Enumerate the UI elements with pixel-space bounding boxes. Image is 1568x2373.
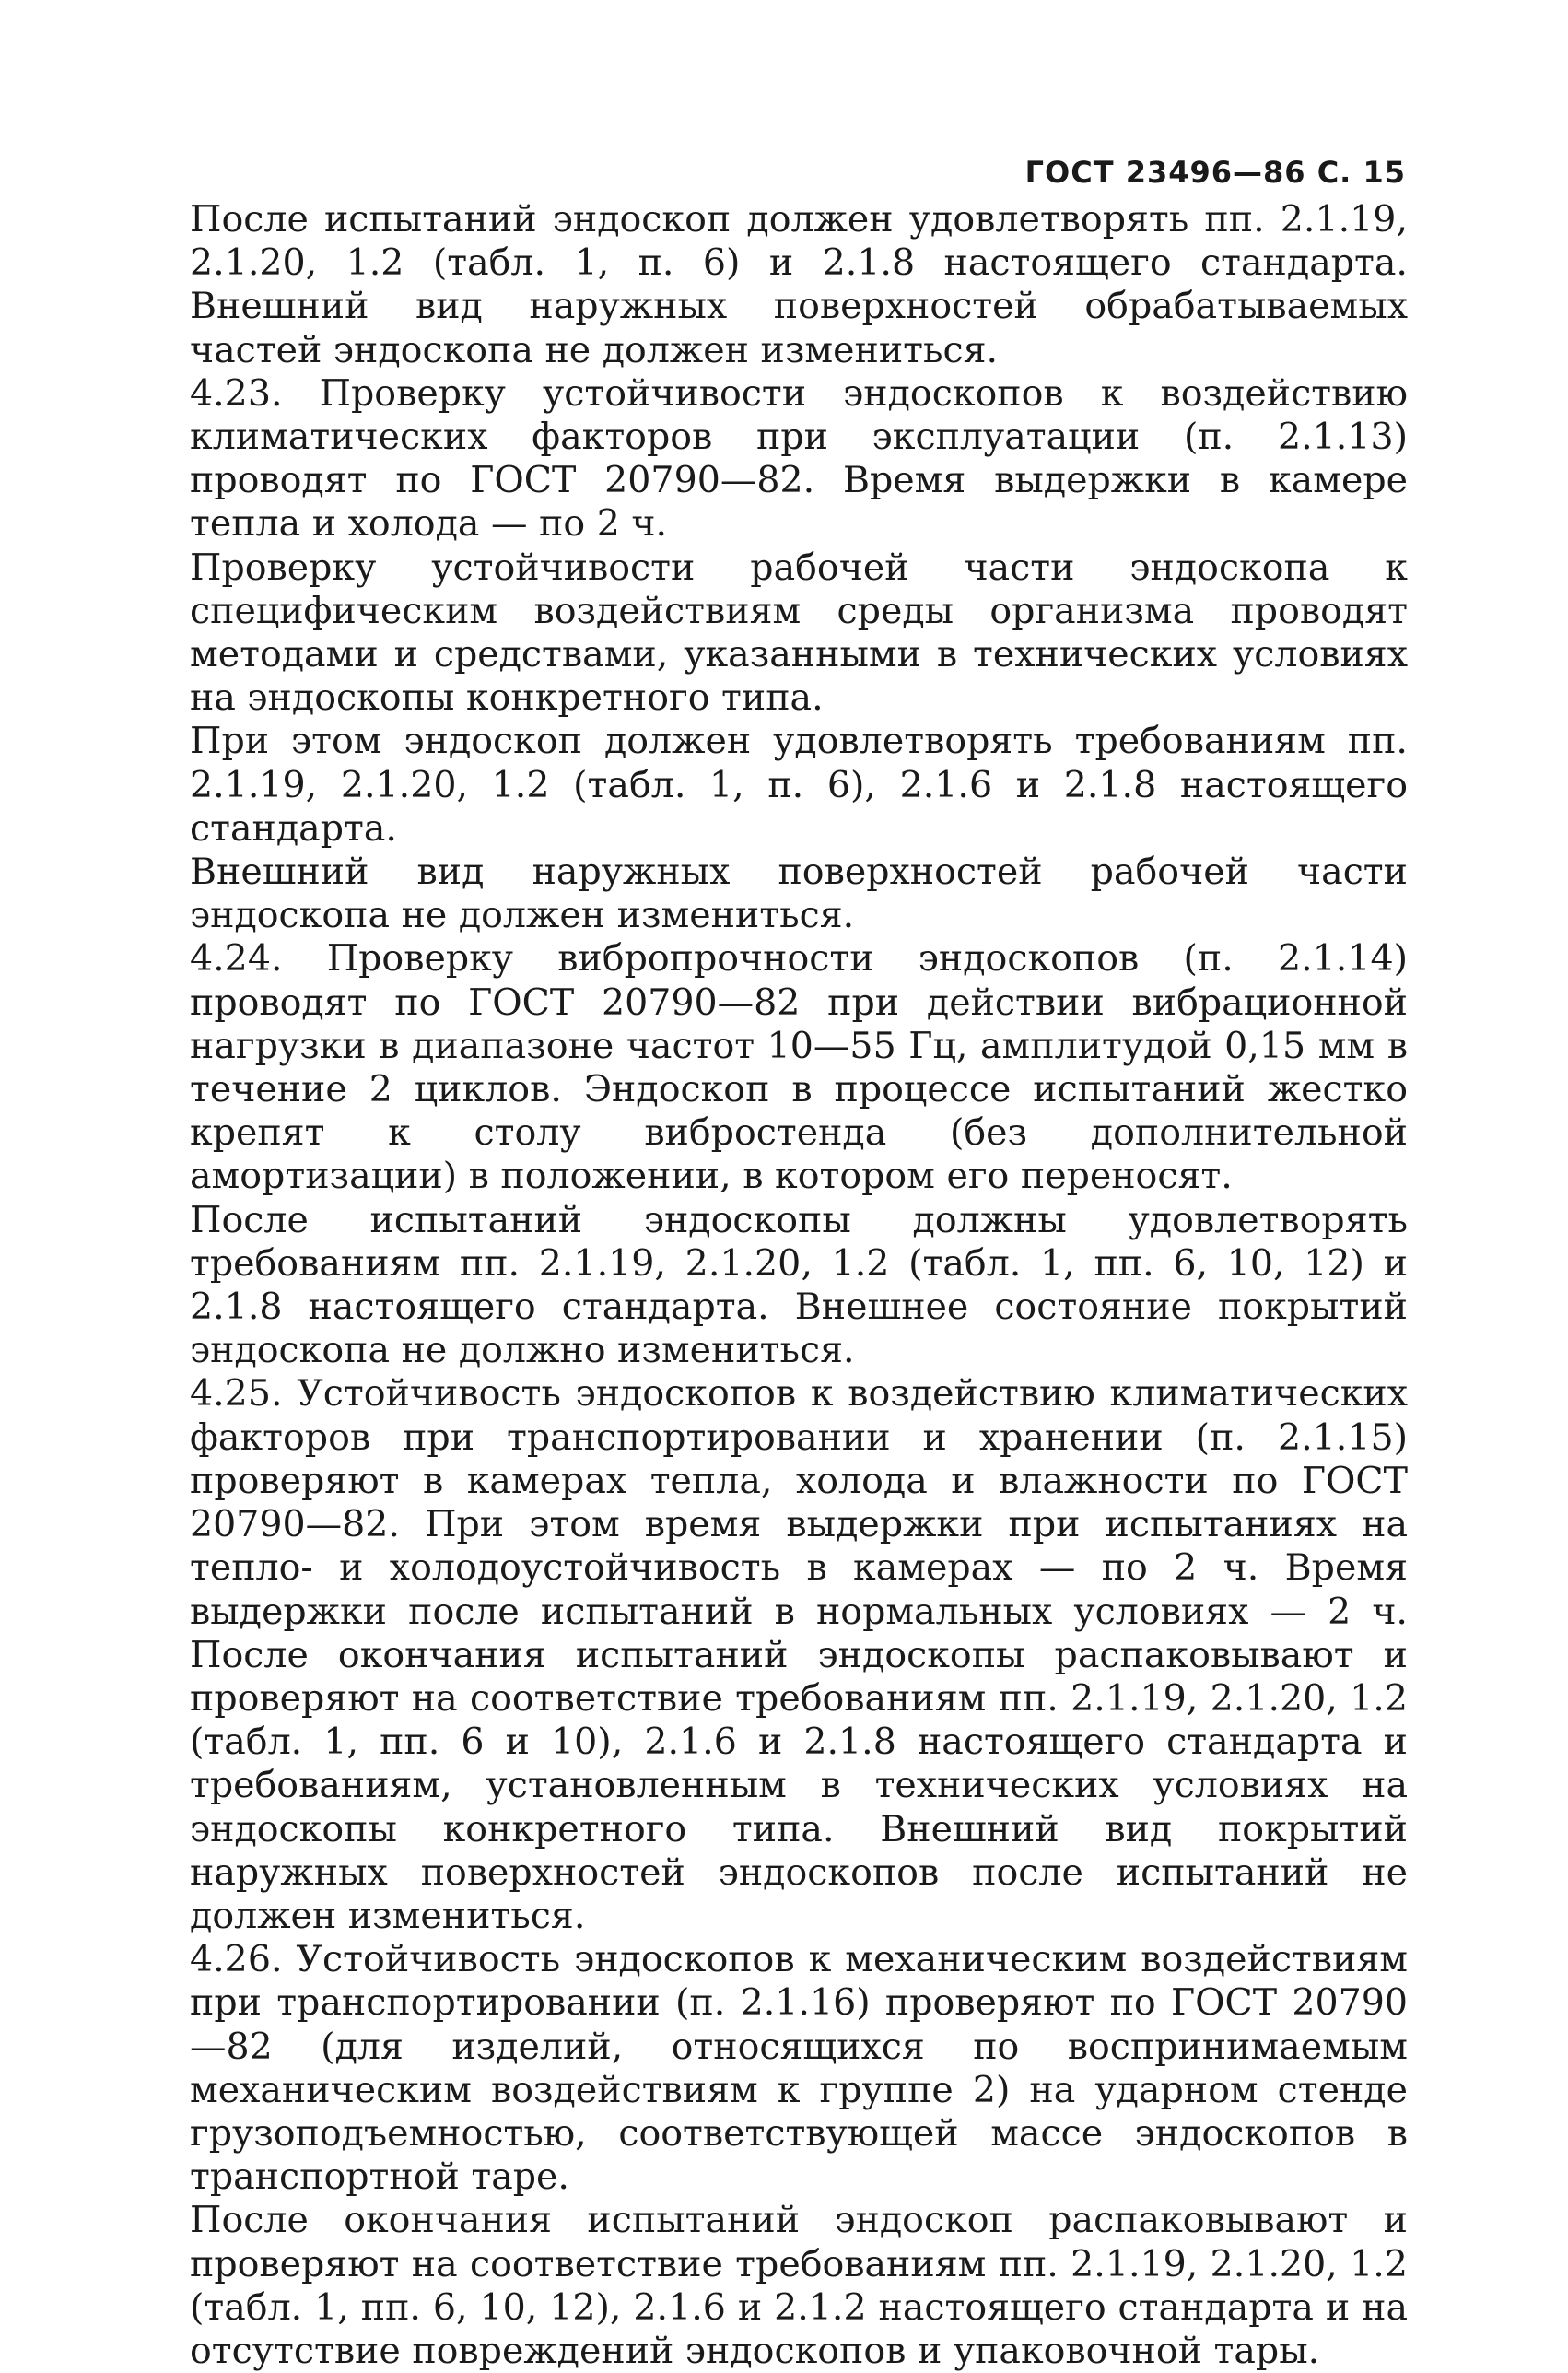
paragraph: При этом эндоскоп должен удовлетворять требованиям пп. 2.1.19, 2.1.20, 1.2 (табл. 1, п. 6), 2.1.6 и 2.1.8 настоящего стандарта. [190,720,1408,850]
paragraph: Проверку устойчивости рабочей части эндоскопа к специфическим воздействиям среды организма проводят методами и средствами, указанными в технических условиях на эндоскопы конкретного типа. [190,546,1408,720]
paragraph: После испытаний эндоскоп должен удовлетворять пп. 2.1.19, 2.1.20, 1.2 (табл. 1, п. 6) и 2.1.8 настоящего стандарта. Внешний вид наружных поверхностей обрабатываемых частей эндоскопа не должен измениться. [190,198,1408,371]
running-header: ГОСТ 23496—86 С. 15 [1024,155,1406,190]
paragraph: Внешний вид наружных поверхностей рабочей части эндоскопа не должен измениться. [190,851,1408,937]
paragraph-4-26: 4.26. Устойчивость эндоскопов к механическим воздействиям при транспортировании (п. 2.1.16) проверяют по ГОСТ 20790—82 (для изделий, относящихся по воспринимаемым механическим воздействиям к группе 2) на ударном стенде грузоподъемностью, соответствующей массе эндоскопов в транспортной таре. [190,1938,1408,2199]
paragraph-4-23: 4.23. Проверку устойчивости эндоскопов к воздействию климатических факторов при эксплуатации (п. 2.1.13) проводят по ГОСТ 20790—82. Время выдержки в камере тепла и холода — по 2 ч. [190,371,1408,546]
paragraph-4-25: 4.25. Устойчивость эндоскопов к воздействию климатических факторов при транспортировании и хранении (п. 2.1.15) проверяют в камерах тепла, холода и влажности по ГОСТ 20790—82. При этом время выдержки при испытаниях на тепло- и холодоустойчивость в камерах — по 2 ч. Время выдержки после испытаний в нормальных условиях — 2 ч. После окончания испытаний эндоскопы распаковывают и проверяют на соответствие требованиям пп. 2.1.19, 2.1.20, 1.2 (табл. 1, пп. 6 и 10), 2.1.6 и 2.1.8 настоящего стандарта и требованиям, установленным в технических условиях на эндоскопы конкретного типа. Внешний вид покрытий наружных поверхностей эндоскопов после испытаний не должен измениться. [190,1372,1408,1937]
body-text [190,198,1408,2373]
paragraph: После испытаний эндоскопы должны удовлетворять требованиям пп. 2.1.19, 2.1.20, 1.2 (табл. 1, пп. 6, 10, 12) и 2.1.8 настоящего стандарта. Внешнее состояние покрытий эндоскопа не должно измениться. [190,1198,1408,1372]
paragraph: После окончания испытаний эндоскоп распаковывают и проверяют на соответствие требованиям пп. 2.1.19, 2.1.20, 1.2 (табл. 1, пп. 6, 10, 12), 2.1.6 и 2.1.2 настоящего стандарта и на отсутствие повреждений эндоскопов и упаковочной тары. [190,2199,1408,2372]
paragraph-4-24: 4.24. Проверку вибропрочности эндоскопов (п. 2.1.14) проводят по ГОСТ 20790—82 при действии вибрационной нагрузки в диапазоне частот 10—55 Гц, амплитудой 0,15 мм в течение 2 циклов. Эндоскоп в процессе испытаний жестко крепят к столу вибростенда (без дополнительной амортизации) в положении, в котором его переносят. [190,937,1408,1198]
